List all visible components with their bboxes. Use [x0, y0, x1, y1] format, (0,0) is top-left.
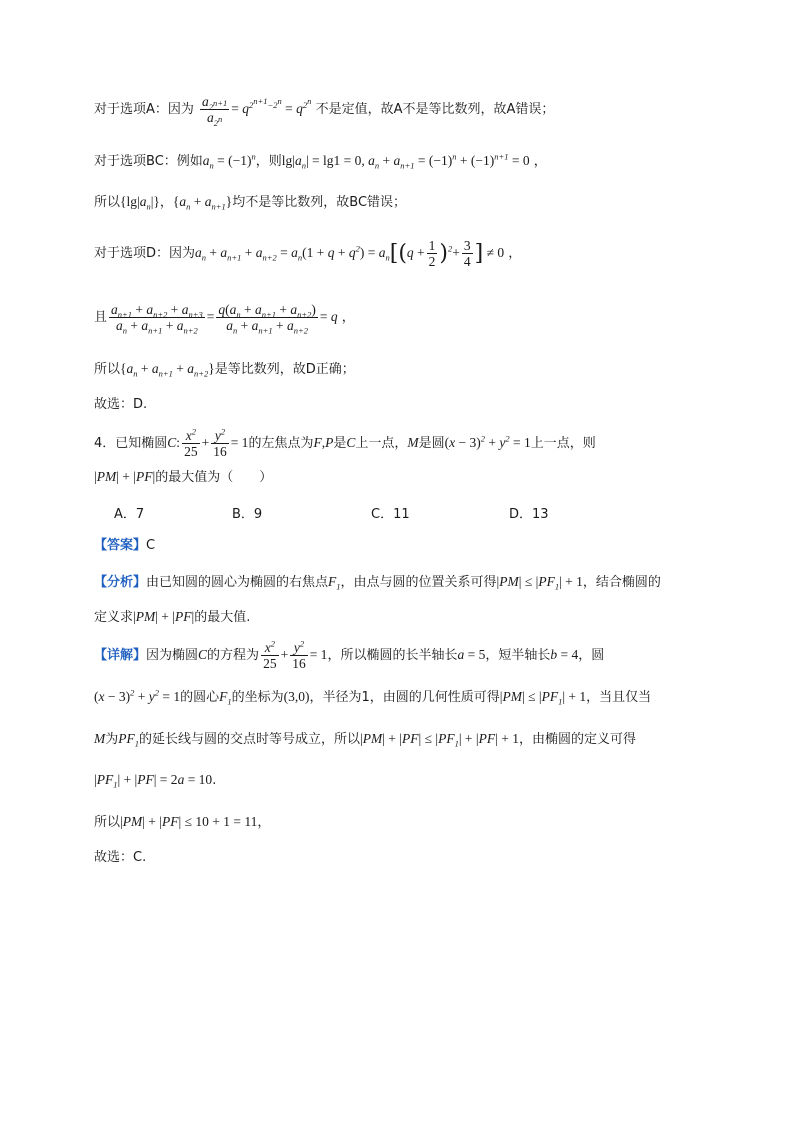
- ratio-fraction-2: $\frac{q(a_n + a_{n+1} + a_{n+2})}{a_n + a_{n+1} + a_{n+2}}$: [218, 302, 316, 336]
- detail-line-1: [94, 640, 604, 671]
- formula: = $q^{2^{n+1}-2^n} = q^{2^n}$: [231, 95, 312, 116]
- formula: $\{a_n + a_{n+1}\}$: [172, 194, 233, 212]
- text: 因为椭圆: [146, 648, 199, 663]
- text: 的方程为: [207, 648, 260, 663]
- text: 的最大值为（ ）: [155, 470, 273, 485]
- text: ，半径为1，由圆的几何性质可得: [309, 690, 500, 705]
- text: 对于选项BC：例如: [94, 154, 203, 169]
- analysis-line-2: [94, 608, 250, 627]
- option-bc-conclusion: [94, 193, 406, 212]
- answer-line: [94, 537, 155, 555]
- choice-d-line: 故选：D.: [94, 397, 148, 412]
- conclusion-line: [94, 813, 270, 832]
- formula: |PM| + |PF| ≤ 10 + 1 = 11: [120, 814, 258, 829]
- question-4-line-1: [94, 428, 596, 459]
- text: 的最大值.: [194, 610, 251, 625]
- text: 是等比数列，故D正确；: [214, 362, 355, 377]
- formula: |PM| + |PF|: [94, 469, 156, 484]
- formula: (3,0): [283, 689, 310, 704]
- text: ，当且仅当: [586, 690, 652, 705]
- option-a[interactable]: A．7: [114, 507, 145, 522]
- option-d[interactable]: D．13: [509, 507, 549, 522]
- text: ，: [529, 154, 547, 169]
- text: 定义求: [94, 610, 134, 625]
- detail-line-3: [94, 730, 636, 749]
- formula: a = 5: [457, 647, 486, 662]
- formula: $\{\lg|a_n|\}$: [120, 194, 160, 212]
- text: 均不是等比数列，故BC错误；: [232, 195, 407, 210]
- formula: $\{a_n + a_{n+1} + a_{n+2}\}$: [120, 361, 215, 379]
- text: 不是定值，故A不是等比数列，故A错误；: [315, 102, 555, 117]
- text: 所以: [94, 815, 121, 830]
- text: ，圆: [578, 648, 605, 663]
- formula: C: $\frac{x^2}{25}$ + $\frac{y^2}{16}$ = 1: [167, 426, 249, 460]
- formula: $a_n = (-1)^n$: [202, 151, 256, 171]
- answer-value: C: [146, 538, 156, 553]
- option-d-ratio: 且 $\frac{a_{n+1} + a_{n+2} + a_{n+3}}{a_n + a_{n+1} + a_{n+2}}$ = $\frac{q(a_n + a_{n+1} + a_{n+2})}{a_n + a_{n+1} + a_{n+2}}$ = q ，: [94, 302, 355, 336]
- option-a-analysis: [94, 94, 555, 128]
- ratio-fraction: $\frac{a_{n+1} + a_{n+2} + a_{n+3}}{a_n + a_{n+1} + a_{n+2}}$: [111, 302, 203, 336]
- option-b[interactable]: B．9: [232, 507, 263, 522]
- formula: $|PF_1| + |PF| = 2a = 10$: [94, 772, 213, 790]
- option-d-analysis: [94, 238, 521, 269]
- formula: C: [346, 435, 356, 450]
- text: 的左焦点为: [248, 436, 314, 451]
- text: 且: [94, 310, 108, 325]
- question-4-line-2: [94, 468, 272, 487]
- text: ，所以椭圆的长半轴长: [327, 648, 458, 663]
- analysis-line-1: [94, 573, 661, 592]
- text: 所以: [94, 195, 121, 210]
- text: 为: [105, 732, 119, 747]
- text: 是圆: [418, 436, 445, 451]
- text: 由已知圆的圆心为椭圆的右焦点: [146, 575, 329, 590]
- formula: $(x - 3)^2 + y^2 = 1$: [94, 687, 181, 704]
- option-d-conclusion: [94, 360, 355, 379]
- text: .: [212, 773, 217, 788]
- choice-c-line: 故选：C.: [94, 850, 147, 865]
- text: 是: [333, 436, 347, 451]
- formula: b = 4: [550, 647, 579, 662]
- formula: $|PM| \le |PF_1| + 1$: [499, 689, 587, 707]
- formula: $\lg|a_n| = \lg 1 = 0$, $a_n + a_{n+1} = (-1)^n + (-1)^{n+1} = 0$: [281, 151, 530, 171]
- text: ，由椭圆的定义可得: [518, 732, 636, 747]
- text: ，则: [255, 154, 282, 169]
- detail-line-2: [94, 688, 651, 707]
- text: 所以: [94, 362, 121, 377]
- text: ，: [257, 815, 271, 830]
- formula: M: [94, 731, 106, 746]
- option-bc-analysis: [94, 152, 547, 171]
- formula: $|PM| \le |PF_1| + 1$: [496, 574, 583, 592]
- formula: C: [198, 647, 208, 662]
- formula: $PF_1$: [118, 731, 140, 749]
- text: 的圆心: [180, 690, 220, 705]
- text: ，由点与圆的位置关系可得: [340, 575, 497, 590]
- text: ，短半轴长: [485, 648, 551, 663]
- formula: |PM| + |PF|: [133, 609, 195, 624]
- formula: $(x - 3)^2 + y^2 = 1$: [444, 433, 531, 450]
- formula: F,P: [313, 435, 334, 450]
- text: 上一点，: [355, 436, 408, 451]
- text: 4．已知椭圆: [94, 436, 168, 451]
- text: 的坐标为: [231, 690, 284, 705]
- formula: $\frac{x^2}{25}$ + $\frac{y^2}{16}$ = 1: [263, 638, 328, 672]
- formula: $F_1$: [219, 689, 232, 707]
- ratio-fraction: $\frac{a_{2^{n+1}}}{a_{2^n}}$: [202, 94, 228, 128]
- analysis-tag: 【分析】: [94, 575, 147, 590]
- text: 上一点，则: [530, 436, 596, 451]
- formula: $F_1$: [328, 574, 341, 592]
- detail-tag: 【详解】: [94, 648, 147, 663]
- text: 对于选项D：因为: [94, 246, 196, 261]
- formula: = q: [319, 309, 338, 324]
- text: 的延长线与圆的交点时等号成立，所以: [139, 732, 361, 747]
- text: ，: [504, 246, 522, 261]
- formula: $a_n + a_{n+1} + a_{n+2} = a_n(1 + q + q^2) = a_n[(q$ + $\frac{1}{2}$ )$^2$+ $\frac{3}{4}$ ] ≠ 0: [195, 238, 505, 270]
- text: ，: [337, 310, 355, 325]
- option-c[interactable]: C．11: [371, 507, 410, 522]
- text: ，: [159, 195, 173, 210]
- answer-tag: 【答案】: [94, 538, 147, 553]
- text: 对于选项A：因为: [94, 102, 194, 117]
- formula: M: [407, 435, 419, 450]
- formula: $|PM| + |PF| \le |PF_1| + |PF| + 1$: [360, 731, 519, 749]
- detail-line-4: [94, 771, 216, 790]
- text: ，结合椭圆的: [582, 575, 661, 590]
